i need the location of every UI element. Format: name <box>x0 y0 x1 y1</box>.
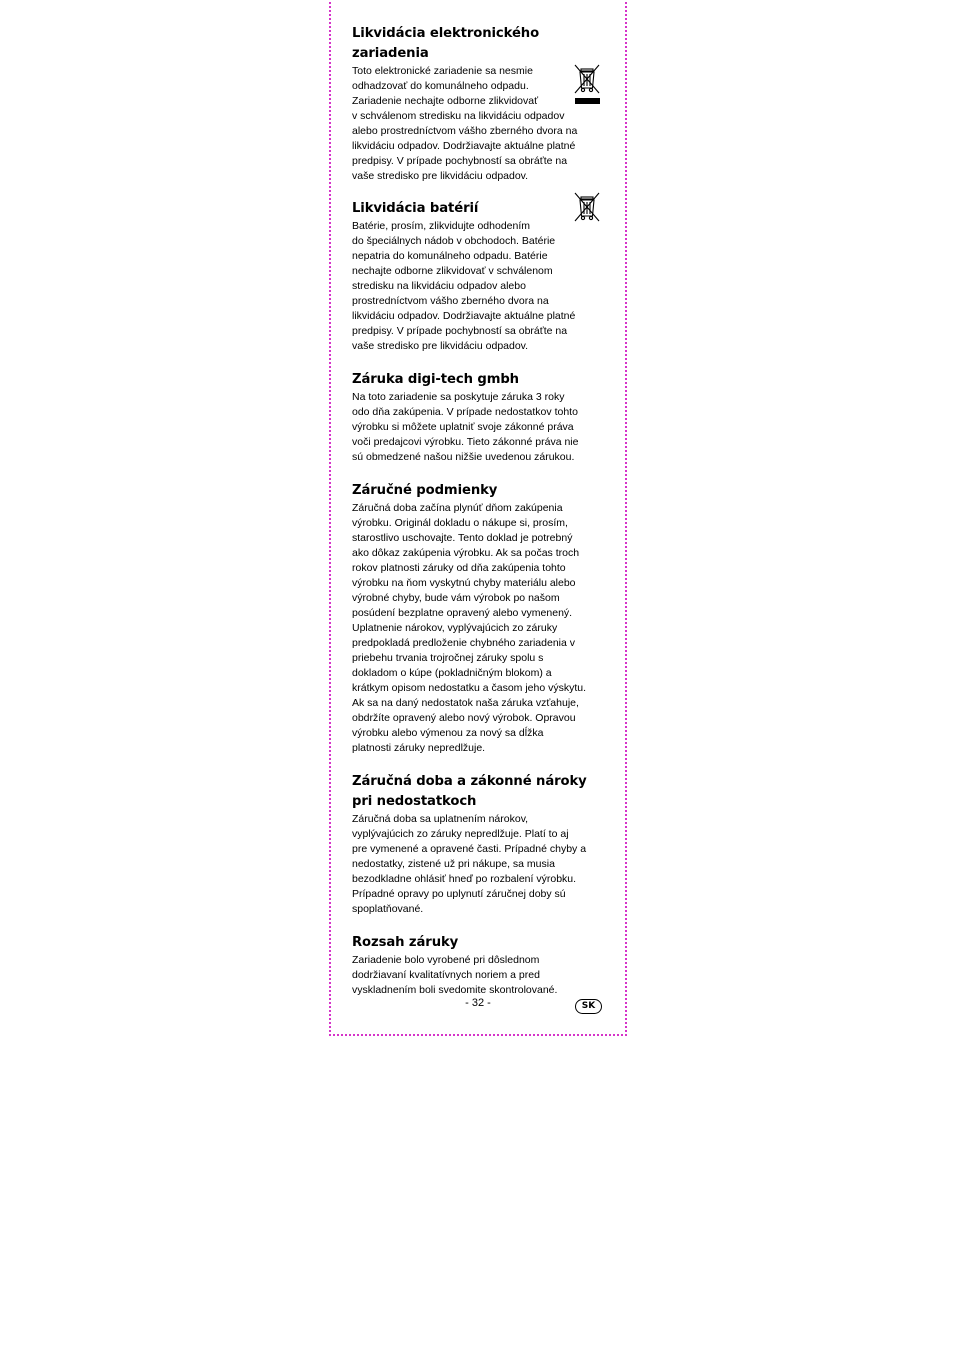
section-heading: Likvidácia elektronického zariadenia <box>352 26 540 61</box>
section-heading: Záručná doba a zákonné nároky pri nedostatkoch <box>352 774 587 809</box>
language-badge: SK <box>575 999 602 1014</box>
section-heading: Rozsah záruky <box>352 935 459 950</box>
section-warranty-period-claims <box>352 772 604 917</box>
page-footer <box>352 996 604 1016</box>
section-warranty-scope <box>352 933 604 998</box>
section-body: Batérie, prosím, zlikvidujte odhodením do špeciálnych nádob v obchodoch. Batérie nepatria do komunálneho odpadu. Batérie nechajte odborne zlikvidovať v schválenom stredisku na likvidáciu odpadov alebo prostredníctvom vášho zberného dvora na likvidáciu odpadov. Dodržiavajte aktuálne platné predpisy. V prípade pochybností sa obráťte na vaše stredisko pre likvidáciu odpadov. <box>352 220 576 352</box>
section-body: Toto elektronické zariadenie sa nesmie odhadzovať do komunálneho odpadu. Zariadenie nechajte odborne zlikvidovať v schválenom stredisku na likvidáciu odpadov alebo prostredníctvom vášho zberného dvora na likvidáciu odpadov. Dodržiavajte aktuálne platné predpisy. V prípade pochybností sa obráťte na vaše stredisko pre likvidáciu odpadov. <box>352 65 578 182</box>
section-heading: Záruka digi-tech gmbh <box>352 372 519 387</box>
page-number: - 32 - <box>465 997 491 1009</box>
section-electronic-disposal <box>352 24 604 184</box>
section-body: Záručná doba začína plynúť dňom zakúpenia výrobku. Originál dokladu o nákupe si, prosím, starostlivo uschovajte. Tento doklad je potrebný ako dôkaz zakúpenia výrobku. Ak sa počas troch rokov platnosti záruky od dňa zakúpenia tohto výrobku na ňom vyskytnú chyby materiálu alebo výrobné chyby, bude vám výrobok po našom posúdení bezplatne opravený alebo vymenený. Uplatnenie nárokov, vyplývajúcich zo záruky predpokladá predloženie chybného zariadenia v priebehu trvania trojročnej záruky spolu s dokladom o kúpe (pokladničným blokom) a krátkym opisom nedostatku a časom jeho výskytu. Ak sa na daný nedostatok naša záruka vzťahuje, obdržíte opravený alebo nový výrobok. Opravou výrobku alebo výmenou za nový sa dĺžka platnosti záruky nepredlžuje. <box>352 502 587 754</box>
section-body: Na toto zariadenie sa poskytuje záruka 3 roky odo dňa zakúpenia. V prípade nedostatkov tohto výrobku si môžete uplatniť svoje zákonné práva voči predajcovi výrobku. Tieto zákonné práva nie sú obmedzené našou nižšie uvedenou zárukou. <box>352 391 579 463</box>
section-battery-disposal <box>352 199 604 354</box>
section-body: Zariadenie bolo vyrobené pri dôslednom dodržiavaní kvalitatívnych noriem a pred vyskladnením boli svedomite skontrolované. <box>352 954 558 996</box>
document-content <box>352 24 604 998</box>
section-warranty-conditions <box>352 481 604 756</box>
section-body: Záručná doba sa uplatnením nárokov, vyplývajúcich zo záruky nepredlžuje. Platí to aj pre vymenené a opravené časti. Prípadné chyby a nedostatky, zistené už pri nákupe, sa musia bezodkladne ohlásiť hneď po rozbalení výrobku. Prípadné opravy po uplynutí záručnej doby sú spoplatňované. <box>352 813 587 915</box>
section-heading: Záručné podmienky <box>352 483 498 498</box>
crossed-bin-icon <box>572 192 602 224</box>
section-warranty <box>352 370 604 465</box>
crossed-bin-with-bar-icon <box>572 64 602 106</box>
section-heading: Likvidácia batérií <box>352 201 479 216</box>
